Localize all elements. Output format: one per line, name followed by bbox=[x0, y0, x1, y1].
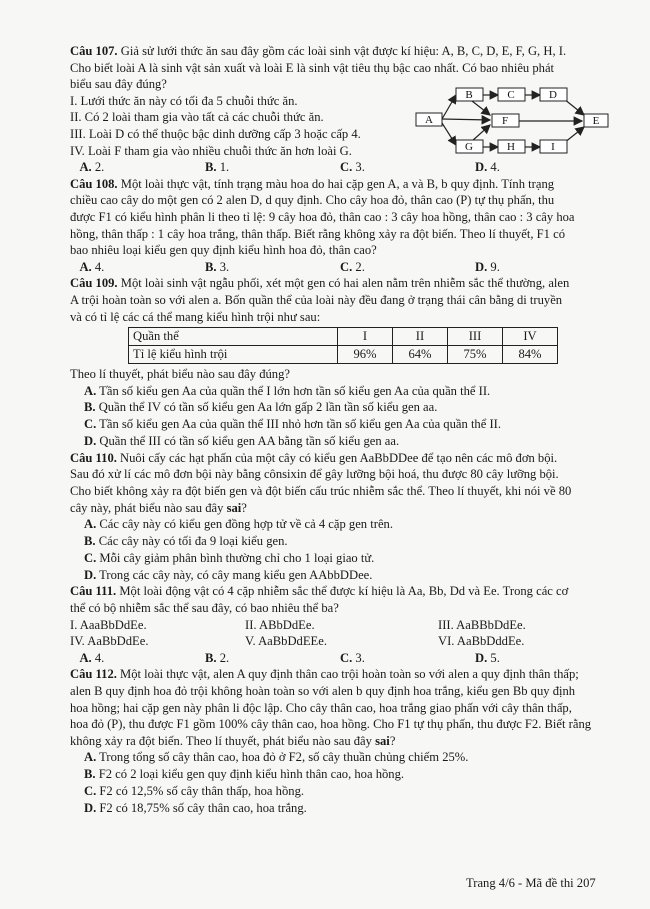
question-stem: bao nhiêu loại kiểu gen quy định kiểu hình hoa đỏ, thân cao? bbox=[70, 243, 377, 258]
table-header-row bbox=[129, 328, 558, 346]
answer-option[interactable]: C. F2 có 12,5% số cây thân thấp, hoa hồng. bbox=[84, 783, 305, 798]
answer-option[interactable]: B. 2. bbox=[205, 650, 230, 665]
answer-option[interactable]: C. 2. bbox=[340, 259, 365, 274]
answer-option[interactable]: A. Các cây này có kiểu gen đồng hợp tử về cả 4 cặp gen trên. bbox=[84, 517, 393, 532]
node-d-label: D bbox=[549, 89, 557, 101]
question-stem: hoa đỏ (P), thu được F1 gồm 100% cây thân cao, hoa hồng. Cho F1 tự thụ phấn, thu được F2. Biết rằng bbox=[70, 717, 592, 732]
answer-option[interactable]: D. 4. bbox=[475, 160, 500, 175]
population-table bbox=[128, 327, 558, 364]
edge-a-f bbox=[442, 119, 490, 120]
list-item: II. ABbDdEe. bbox=[245, 617, 315, 632]
list-item: V. AaBbDdEEe. bbox=[245, 634, 327, 649]
food-web-diagram bbox=[344, 43, 610, 171]
table-cell: II bbox=[393, 328, 448, 346]
node-e-label: E bbox=[592, 115, 600, 127]
statement: I. Lưới thức ăn này có tối đa 5 chuỗi thức ăn. bbox=[70, 93, 298, 108]
edge-b-f bbox=[472, 101, 490, 115]
question-stem: A trội hoàn toàn so với alen a. Bốn quần thể của loài này đều đang ở trạng thái cân bằng di truyền bbox=[70, 292, 563, 307]
node-f-label: F bbox=[501, 115, 509, 127]
list-item: III. AaBBbDdEe. bbox=[438, 617, 526, 632]
answer-row bbox=[70, 259, 610, 276]
question-112 bbox=[70, 666, 610, 816]
table-cell: I bbox=[338, 328, 393, 346]
statement: II. Có 2 loài tham gia vào tất cả các chuỗi thức ăn. bbox=[70, 110, 324, 125]
answer-option[interactable]: B. Quần thể IV có tần số kiểu gen Aa lớn gấp 2 lần tần số kiểu gen aa. bbox=[84, 400, 438, 415]
table-cell: III bbox=[448, 328, 503, 346]
question-111 bbox=[70, 583, 610, 666]
node-h-label: H bbox=[507, 141, 515, 153]
question-stem: Cho biết không xảy ra đột biến gen và đột biến cấu trúc nhiễm sắc thể. Theo lí thuyết, khi nói về 80 bbox=[70, 484, 572, 499]
table-cell: 64% bbox=[393, 346, 448, 364]
question-stem: Một loài thực vật, alen A quy định thân cao trội hoàn toàn so với alen a quy định thân thấp; bbox=[116, 667, 579, 682]
answer-row bbox=[70, 650, 610, 667]
question-109 bbox=[70, 275, 610, 450]
answer-option[interactable]: B. F2 có 2 loại kiểu gen quy định kiểu hình thân cao, hoa hồng. bbox=[84, 767, 405, 782]
question-stem: Sau đó xử lí các mô đơn bội này bằng cônsixin để gây lưỡng bội hoá, thu được 80 cây lưỡng bội. bbox=[70, 467, 559, 482]
table-cell: 75% bbox=[448, 346, 503, 364]
question-label: Câu 112. bbox=[70, 667, 117, 682]
node-g-label: G bbox=[465, 141, 473, 153]
question-stem: Cho biết loài A là sinh vật sản xuất và loài E là sinh vật tiêu thụ bậc cao nhất. Có bao nhiêu phát bbox=[70, 60, 555, 75]
list-item: VI. AaBbDddEe. bbox=[438, 634, 525, 649]
answer-option[interactable]: D. 5. bbox=[475, 650, 500, 665]
edge-a-g bbox=[442, 123, 456, 145]
item-row bbox=[70, 617, 610, 634]
answer-option[interactable]: B. 3. bbox=[205, 259, 230, 274]
answer-option[interactable]: D. Quần thể III có tần số kiểu gen AA bằng tần số kiểu gen aa. bbox=[84, 434, 400, 449]
answer-option[interactable]: A. 4. bbox=[79, 650, 105, 665]
answer-option[interactable]: C. 3. bbox=[340, 650, 365, 665]
question-stem: Giả sử lưới thức ăn sau đây gồm các loài sinh vật được kí hiệu: A, B, C, D, E, F, G, H, I. bbox=[117, 44, 567, 58]
answer-option[interactable]: C. Tần số kiểu gen Aa của quần thể III nhỏ hơn tần số kiểu gen Aa của quần thể II. bbox=[84, 417, 502, 432]
answer-option[interactable]: C. 3. bbox=[340, 160, 365, 175]
table-cell: Quần thể bbox=[129, 328, 338, 346]
question-stem: cây này, phát biểu nào sau đây sai? bbox=[70, 500, 247, 515]
node-i-label: I bbox=[551, 141, 555, 153]
page-footer: Trang 4/6 - Mã đề thi 207 bbox=[466, 876, 596, 890]
question-110 bbox=[70, 450, 610, 584]
node-a-label: A bbox=[425, 114, 433, 126]
question-stem: hồng, thân thấp : 1 cây hoa trắng, thân thấp. Biết rằng không xảy ra đột biến. Theo lí thuyết, F1 có bbox=[70, 226, 566, 241]
table-cell: 84% bbox=[503, 346, 558, 364]
question-label: Câu 107. bbox=[70, 44, 118, 58]
table-cell: 96% bbox=[338, 346, 393, 364]
answer-option[interactable]: B. Các cây này có tối đa 9 loại kiểu gen. bbox=[84, 534, 288, 549]
item-row bbox=[70, 633, 610, 650]
node-b-label: B bbox=[465, 89, 473, 101]
table-cell: Tỉ lệ kiểu hình trội bbox=[129, 346, 338, 364]
question-stem: không xảy ra đột biến. Theo lí thuyết, phát biểu nào sau đây sai? bbox=[70, 733, 396, 748]
edge-a-b bbox=[442, 95, 456, 119]
statement: IV. Loài F tham gia vào nhiều chuỗi thức ăn hơn loài G. bbox=[70, 143, 352, 158]
answer-option[interactable]: A. Tần số kiểu gen Aa của quần thể I lớn hơn tần số kiểu gen Aa của quần thể II. bbox=[84, 383, 491, 398]
answer-option[interactable]: A. 4. bbox=[79, 259, 105, 274]
question-label: Câu 111. bbox=[70, 584, 117, 599]
question-108 bbox=[70, 176, 610, 276]
question-stem: Một loài sinh vật ngẫu phối, xét một gen có hai alen nằm trên nhiễm sắc thể thường, alen bbox=[117, 276, 570, 291]
list-item: I. AaaBbDdEe. bbox=[70, 617, 147, 632]
table-row bbox=[129, 346, 558, 364]
question-stem: và có tỉ lệ các cá thể mang kiểu hình trội như sau: bbox=[70, 309, 321, 324]
answer-option[interactable]: D. 9. bbox=[475, 259, 500, 274]
question-stem: biểu sau đây đúng? bbox=[70, 77, 167, 92]
list-item: IV. AaBbDdEe. bbox=[70, 634, 149, 649]
statement: III. Loài D có thể thuộc bậc dinh dưỡng cấp 3 hoặc cấp 4. bbox=[70, 126, 361, 141]
question-label: Câu 108. bbox=[70, 176, 118, 191]
answer-option[interactable]: A. Trong tổng số cây thân cao, hoa đỏ ở F2, số cây thuần chủng chiếm 25%. bbox=[84, 750, 469, 765]
question-stem: thể có bộ nhiễm sắc thể sau đây, có bao nhiêu thể ba? bbox=[70, 601, 339, 616]
answer-option[interactable]: D. F2 có 18,75% số cây thân cao, hoa trắng. bbox=[84, 800, 307, 815]
answer-option[interactable]: A. 2. bbox=[79, 160, 105, 175]
table-cell: IV bbox=[503, 328, 558, 346]
question-stem: Một loài thực vật, tính trạng màu hoa do hai cặp gen A, a và B, b quy định. Tính trạng bbox=[117, 176, 555, 191]
edge-g-f bbox=[472, 125, 490, 141]
question-prompt: Theo lí thuyết, phát biểu nào sau đây đúng? bbox=[70, 367, 290, 382]
question-stem: alen B quy định hoa đỏ trội không hoàn toàn so với alen b quy định hoa trắng, kiểu gen Bb quy định bbox=[70, 684, 576, 698]
question-label: Câu 110. bbox=[70, 450, 117, 465]
question-stem: chiều cao cây do một gen có 2 alen D, d quy định. Cho cây hoa đỏ, thân cao (P) tự thụ phấn, thu bbox=[70, 193, 555, 208]
question-stem: hoa hồng; hai cặp gen này phân li độc lập. Cho cây thân cao, hoa trắng giao phấn với cây thân thấp, bbox=[70, 700, 572, 715]
question-label: Câu 109. bbox=[70, 276, 118, 291]
question-stem: được F1 có kiểu hình phân li theo tỉ lệ: 9 cây hoa đỏ, thân cao : 3 cây hoa hồng, thân cao : 3 cây hoa bbox=[70, 209, 575, 224]
node-c-label: C bbox=[507, 89, 515, 101]
answer-option[interactable]: C. Mỗi cây giảm phân bình thường chỉ cho 1 loại giao tử. bbox=[84, 550, 375, 565]
question-stem: Nuôi cấy các hạt phấn của một cây có kiểu gen AaBbDDee để tạo nên các mô đơn bội. bbox=[116, 450, 558, 465]
question-stem: Một loài động vật có 4 cặp nhiễm sắc thể được kí hiệu là Aa, Bb, Dd và Ee. Trong các cơ bbox=[116, 584, 569, 599]
answer-option[interactable]: B. 1. bbox=[205, 160, 230, 175]
answer-option[interactable]: D. Trong các cây này, có cây mang kiểu gen AAbbDDee. bbox=[84, 567, 373, 582]
